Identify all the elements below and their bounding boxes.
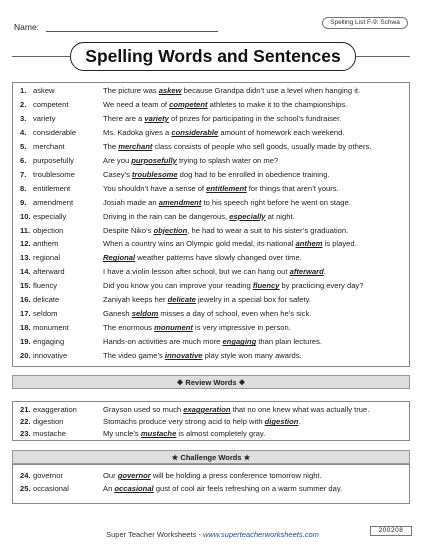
list-badge: Spelling List F-9: Schwa — [322, 17, 408, 29]
sentence-keyword: askew — [158, 86, 182, 95]
example-sentence — [103, 253, 302, 262]
sentence-post: for things that aren’t yours. — [246, 183, 339, 193]
spelling-word: anthem — [33, 239, 59, 249]
sentence-keyword: delicate — [167, 295, 196, 305]
word-number: 7. — [20, 169, 27, 179]
sentence-post: . — [323, 267, 326, 277]
sentence-pre: I have a violin lesson after school, but we can hang out — [103, 267, 290, 277]
word-number: 2. — [20, 99, 27, 109]
sentence-keyword: variety — [144, 113, 169, 123]
sentence-post: because Grandpa didn’t use a level when hanging it. — [181, 86, 361, 95]
word-number: 17. — [20, 309, 31, 319]
example-sentence — [103, 212, 295, 221]
sentence-pre: Josiah made an — [103, 197, 159, 207]
example-sentence — [103, 471, 322, 480]
example-sentence — [103, 323, 291, 332]
word-number: 5. — [20, 141, 27, 151]
word-number: 20. — [20, 351, 31, 361]
sentence-pre: The picture was — [103, 86, 159, 95]
sentence-pre: My uncle’s — [103, 429, 141, 439]
spelling-word: amendment — [33, 197, 74, 207]
word-number: 15. — [20, 281, 31, 291]
example-sentence — [103, 351, 302, 360]
sentence-post: weather patterns have slowly changed over time. — [135, 253, 302, 263]
sentence-pre: Despite Niko’s — [103, 225, 154, 235]
sentence-post: is played. — [322, 239, 357, 249]
sentence-pre: Did you know you can improve your reading — [103, 281, 253, 291]
example-sentence — [103, 86, 360, 95]
example-sentence — [103, 484, 342, 493]
sentence-pre: Ganesh — [103, 309, 132, 319]
sentence-post: dog had to be enrolled in obedience training. — [177, 169, 330, 179]
worksheet-code: 200208 — [370, 526, 412, 536]
spelling-word: entitlement — [33, 183, 71, 193]
sentence-keyword: governor — [117, 471, 151, 480]
sentence-keyword: competent — [169, 99, 208, 109]
sentence-pre: You shouldn’t have a sense of — [103, 183, 207, 193]
example-sentence — [103, 226, 348, 235]
word-number: 21. — [20, 405, 31, 414]
sentence-pre: Hands-on activities are much more — [103, 337, 223, 347]
example-sentence — [103, 337, 322, 346]
spelling-word: askew — [33, 86, 55, 95]
review-heading-bar: ❖ Review Words ❖ — [12, 375, 410, 389]
example-sentence — [103, 405, 369, 414]
example-sentence — [103, 281, 363, 290]
sentence-keyword: Regional — [103, 253, 136, 263]
sentence-pre: The — [103, 141, 119, 151]
word-number: 6. — [20, 155, 27, 165]
sentence-post: at night. — [265, 211, 295, 221]
spelling-word: engaging — [33, 337, 65, 347]
footer-text: Super Teacher Worksheets - — [106, 530, 203, 539]
sentence-keyword: merchant — [118, 141, 153, 151]
sentence-keyword: occasional — [114, 484, 154, 493]
sentence-pre: There are a — [103, 113, 145, 123]
spelling-word: purposefully — [33, 155, 74, 165]
sentence-keyword: digestion — [264, 417, 299, 427]
main-words-panel — [12, 82, 410, 367]
sentence-pre: When a country wins an Olympic gold medal, its national — [103, 239, 296, 249]
sentence-post: that no one knew what was actually true. — [230, 405, 370, 414]
word-number: 12. — [20, 239, 31, 249]
example-sentence — [103, 198, 351, 207]
name-line[interactable] — [46, 31, 218, 32]
review-words-panel — [12, 401, 410, 441]
sentence-post: , he had to wear a suit to his sister’s graduation. — [187, 225, 349, 235]
sentence-post: of prizes for participating in the school’s fundraiser. — [168, 113, 342, 123]
spelling-word: governor — [33, 471, 63, 480]
sentence-pre: Are you — [103, 155, 132, 165]
example-sentence — [103, 417, 301, 426]
spelling-word: innovative — [33, 351, 68, 361]
sentence-pre: Ms. Kadoka gives a — [103, 127, 172, 137]
spelling-word: troublesome — [33, 169, 75, 179]
sentence-post: by practicing every day? — [279, 281, 364, 291]
word-number: 23. — [20, 429, 31, 439]
challenge-words-panel — [12, 464, 410, 504]
sentence-pre: The video game’s — [103, 351, 165, 361]
word-number: 3. — [20, 113, 27, 123]
word-number: 24. — [20, 471, 31, 480]
spelling-word: fluency — [33, 281, 58, 291]
sentence-keyword: purposefully — [131, 155, 177, 165]
sentence-pre: Stomachs produce very strong acid to help with — [103, 417, 265, 427]
sentence-keyword: amendment — [158, 197, 202, 207]
sentence-post: amount of homework each weekend. — [218, 127, 345, 137]
sentence-keyword: afterward — [289, 267, 324, 277]
sentence-pre: We need a team of — [103, 99, 170, 109]
word-number: 19. — [20, 337, 31, 347]
spelling-word: especially — [33, 211, 67, 221]
sentence-keyword: objection — [153, 225, 188, 235]
spelling-word: variety — [33, 113, 56, 123]
footer-url[interactable]: www.superteacherworksheets.com — [202, 530, 319, 539]
word-number: 18. — [20, 323, 31, 333]
example-sentence — [103, 128, 344, 137]
sentence-post: trying to splash water on me? — [176, 155, 279, 165]
sentence-keyword: mustache — [140, 429, 177, 439]
sentence-keyword: exaggeration — [183, 405, 231, 414]
example-sentence — [103, 156, 278, 165]
sentence-post: misses a day of school, even when he’s sick. — [158, 309, 312, 319]
sentence-keyword: considerable — [171, 127, 219, 137]
word-number: 9. — [20, 197, 27, 207]
example-sentence — [103, 267, 326, 276]
spelling-word: afterward — [33, 267, 65, 277]
word-number: 1. — [20, 86, 27, 95]
spelling-word: regional — [33, 253, 61, 263]
sentence-post: than plain lectures. — [256, 337, 323, 347]
sentence-keyword: especially — [229, 211, 266, 221]
example-sentence — [103, 114, 341, 123]
sentence-keyword: innovative — [164, 351, 203, 361]
sentence-post: class consists of people who sell goods, usually made by others. — [152, 141, 372, 151]
sentence-pre: Our — [103, 471, 118, 480]
sentence-keyword: fluency — [252, 281, 280, 291]
sentence-keyword: entitlement — [206, 183, 247, 193]
sentence-post: to his speech right before he went on stage. — [201, 197, 351, 207]
spelling-word: competent — [33, 99, 69, 109]
sentence-pre: Casey’s — [103, 169, 132, 179]
example-sentence — [103, 429, 265, 438]
word-number: 8. — [20, 183, 27, 193]
sentence-pre: Driving in the rain can be dangerous, — [103, 211, 230, 221]
sentence-keyword: troublesome — [131, 169, 178, 179]
example-sentence — [103, 295, 311, 304]
sentence-keyword: anthem — [295, 239, 323, 249]
sentence-pre: Grayson used so much — [103, 405, 184, 414]
word-number: 25. — [20, 484, 31, 493]
word-number: 4. — [20, 127, 27, 137]
sentence-post: is almost completely gray. — [176, 429, 266, 439]
sentence-keyword: engaging — [222, 337, 257, 347]
sentence-pre: The enormous — [103, 323, 155, 333]
sentence-keyword: seldom — [131, 309, 159, 319]
example-sentence — [103, 170, 330, 179]
example-sentence — [103, 239, 357, 248]
spelling-word: exaggeration — [33, 405, 77, 414]
word-number: 14. — [20, 267, 31, 277]
page-title: Spelling Words and Sentences — [70, 42, 356, 71]
spelling-word: seldom — [33, 309, 58, 319]
spelling-word: delicate — [33, 295, 60, 305]
example-sentence — [103, 100, 347, 109]
sentence-keyword: monument — [154, 323, 193, 333]
sentence-pre: Zaniyah keeps her — [103, 295, 168, 305]
example-sentence — [103, 309, 311, 318]
word-number: 16. — [20, 295, 31, 305]
sentence-post: jewelry in a special box for safety. — [195, 295, 311, 305]
challenge-heading-bar: ★ Challenge Words ★ — [12, 450, 410, 464]
sentence-post: play style won many awards. — [202, 351, 302, 361]
sentence-post: gust of cool air feels refreshing on a warm summer day. — [153, 484, 343, 493]
word-number: 11. — [20, 225, 31, 235]
example-sentence — [103, 142, 371, 151]
word-number: 10. — [20, 211, 31, 221]
spelling-word: considerable — [33, 127, 77, 137]
sentence-post: . — [298, 417, 301, 427]
word-number: 13. — [20, 253, 31, 263]
example-sentence — [103, 184, 339, 193]
spelling-word: monument — [33, 323, 69, 333]
spelling-word: digestion — [33, 417, 64, 427]
footer — [0, 530, 425, 539]
word-number: 22. — [20, 417, 31, 427]
sentence-post: is very impressive in person. — [192, 323, 291, 333]
spelling-word: mustache — [33, 429, 66, 439]
spelling-word: occasional — [33, 484, 69, 493]
sentence-post: will be holding a press conference tomorrow night. — [150, 471, 322, 480]
name-label: Name: — [14, 22, 40, 32]
sentence-pre: An — [103, 484, 115, 493]
spelling-word: objection — [33, 225, 64, 235]
sentence-post: athletes to make it to the championships. — [207, 99, 348, 109]
spelling-word: merchant — [33, 141, 65, 151]
